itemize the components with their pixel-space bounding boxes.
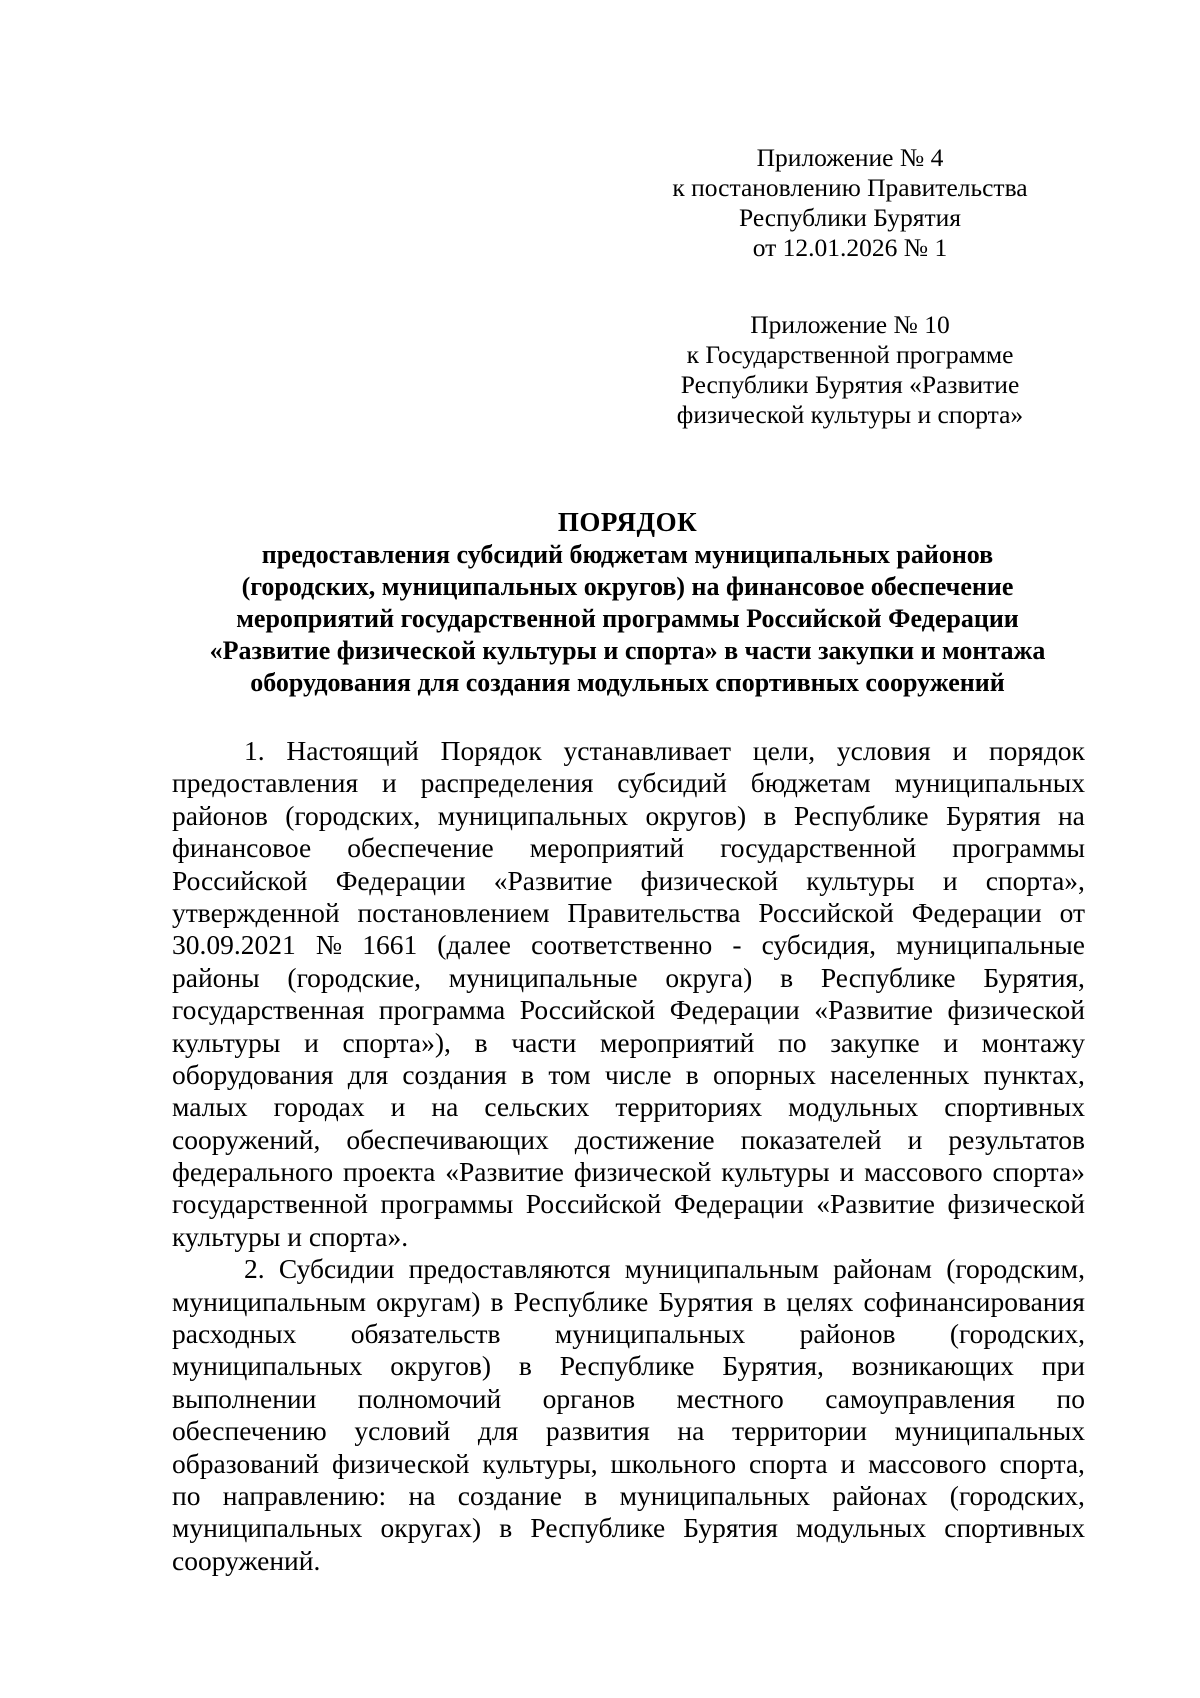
- annex-line: физической культуры и спорта»: [676, 400, 1024, 429]
- word: Бурятия: [683, 1512, 778, 1544]
- word: муниципальные: [896, 929, 1085, 961]
- word: проекта: [343, 1156, 436, 1188]
- word: (далее: [437, 929, 512, 961]
- word: самоуправления: [825, 1382, 1016, 1414]
- word: «Развитие: [493, 864, 613, 896]
- word: округов): [645, 799, 747, 831]
- word: государственная: [172, 994, 365, 1026]
- word: физической: [573, 1156, 712, 1188]
- word: городах: [273, 1091, 365, 1123]
- word: государственной: [172, 1188, 368, 1220]
- word: закупке: [830, 1026, 920, 1058]
- word: направлению:: [222, 1479, 387, 1511]
- word: (городские,: [287, 961, 421, 993]
- word: целях: [786, 1285, 854, 1317]
- paragraph-line: [172, 1059, 1085, 1091]
- word: на: [677, 1415, 705, 1447]
- word: (городских,: [949, 1318, 1085, 1350]
- word: Бурятия,: [983, 961, 1085, 993]
- word: физической: [947, 994, 1085, 1026]
- word: муниципальных: [619, 1479, 811, 1511]
- paragraph: [172, 1253, 1085, 1577]
- word: по: [1056, 1382, 1085, 1414]
- word: (городских,: [285, 799, 421, 831]
- word: федерального: [172, 1156, 334, 1188]
- word: 2.: [244, 1253, 265, 1285]
- word: показателей: [740, 1123, 882, 1155]
- paragraph-line: [172, 1480, 1085, 1512]
- word: для: [477, 1415, 519, 1447]
- word: софинансирования: [863, 1285, 1085, 1317]
- word: культуры,: [482, 1447, 598, 1479]
- word: цели,: [752, 735, 816, 766]
- word: субсидий: [617, 767, 727, 799]
- word: населенных: [830, 1058, 970, 1090]
- paragraph-line: [172, 767, 1085, 799]
- word: Республике: [820, 961, 956, 993]
- word: Настоящий: [286, 735, 419, 766]
- word: полномочий: [357, 1382, 502, 1414]
- word: условия: [836, 735, 931, 766]
- paragraph-line: [172, 865, 1085, 897]
- word: «Развитие: [445, 1156, 565, 1188]
- word: физической: [332, 1447, 470, 1479]
- word: программы: [952, 832, 1085, 864]
- word: «Развитие: [816, 1188, 935, 1220]
- word: малых: [172, 1091, 248, 1123]
- word: Бурятия: [658, 1285, 754, 1317]
- word: государственной: [720, 832, 917, 864]
- word: и: [382, 767, 397, 799]
- paragraph-line: [172, 1188, 1085, 1220]
- word: монтажу: [981, 1026, 1085, 1058]
- word: возникающих: [851, 1350, 1014, 1382]
- word: муниципальным: [624, 1253, 819, 1285]
- word: муниципальных: [894, 1415, 1085, 1447]
- annex-line: к постановлению Правительства: [672, 173, 1028, 202]
- document-subtitle-line: предоставления субсидий бюджетам муниципальных районов: [261, 540, 994, 569]
- word: в: [584, 1479, 598, 1511]
- word: Республике: [530, 1512, 666, 1544]
- word: культуры: [806, 864, 915, 896]
- word: спорта»: [992, 1156, 1085, 1188]
- annex-line: от 12.01.2026 № 1: [752, 233, 948, 262]
- word: пунктах,: [983, 1058, 1085, 1090]
- annex-line: Республики Бурятия «Развитие: [680, 370, 1020, 399]
- word: районах: [832, 1479, 928, 1511]
- annex-header-10: [640, 310, 1060, 430]
- word: муниципальные: [448, 961, 638, 993]
- annex-line: Приложение № 10: [750, 310, 950, 339]
- paragraph-line: сооружений.: [172, 1544, 321, 1576]
- word: 1661: [362, 929, 418, 961]
- word: и: [942, 864, 958, 896]
- word: 30.09.2021: [172, 929, 296, 961]
- word: утвержденной: [172, 896, 340, 928]
- word: Федерации: [911, 896, 1042, 928]
- word: и: [943, 1026, 959, 1058]
- word: территории: [731, 1415, 867, 1447]
- paragraph-line: [172, 1027, 1085, 1059]
- paragraph-line: [172, 962, 1085, 994]
- word: районов: [799, 1318, 896, 1350]
- word: программа: [378, 994, 506, 1026]
- word: постановлением: [357, 896, 550, 928]
- word: сооружений,: [172, 1123, 321, 1155]
- word: муниципальных: [554, 1318, 746, 1350]
- word: и: [907, 1123, 923, 1155]
- word: Республике: [513, 1285, 649, 1317]
- word: 1.: [244, 735, 265, 766]
- word: том: [548, 1058, 591, 1090]
- word: на: [408, 1479, 436, 1511]
- word: обеспечение: [347, 832, 494, 864]
- word: модульных: [788, 1091, 919, 1123]
- word: округа): [665, 961, 753, 993]
- word: спорта: [748, 1447, 828, 1479]
- word: условий: [354, 1415, 451, 1447]
- word: в: [780, 961, 794, 993]
- word: и: [952, 735, 968, 766]
- word: порядок: [988, 735, 1085, 766]
- paragraph-line: [172, 1091, 1085, 1123]
- paragraph-line: [172, 1383, 1085, 1415]
- word: муниципальных: [172, 1350, 363, 1382]
- annex-header-4: [640, 143, 1060, 263]
- paragraph-line: [172, 1286, 1085, 1318]
- word: массового: [864, 1156, 983, 1188]
- word: соответственно: [531, 929, 713, 961]
- word: органов: [542, 1382, 636, 1414]
- word: округам): [376, 1285, 481, 1317]
- word: спорта,: [999, 1447, 1085, 1479]
- paragraph-line: [172, 832, 1085, 864]
- word: Порядок: [440, 735, 542, 766]
- word: обязательств: [350, 1318, 501, 1350]
- word: программы: [380, 1188, 514, 1220]
- word: выполнении: [172, 1382, 317, 1414]
- word: (городских,: [949, 1479, 1085, 1511]
- word: финансовое: [172, 832, 312, 864]
- word: Российской: [525, 1188, 662, 1220]
- word: развития: [545, 1415, 650, 1447]
- word: физической: [640, 864, 779, 896]
- word: Российской: [758, 896, 894, 928]
- paragraph-line: [172, 1253, 1085, 1285]
- paragraph-line: культуры и спорта».: [172, 1220, 409, 1252]
- paragraph-line: [172, 994, 1085, 1026]
- word: культуры: [172, 1026, 281, 1058]
- word: в: [518, 1350, 532, 1382]
- word: предоставления: [172, 767, 359, 799]
- word: обеспечению: [172, 1415, 327, 1447]
- word: в: [490, 1285, 504, 1317]
- word: и: [840, 1447, 856, 1479]
- word: числе: [604, 1058, 672, 1090]
- word: распределения: [420, 767, 594, 799]
- word: территориях: [615, 1091, 763, 1123]
- document-body: [172, 735, 1085, 1577]
- word: спортивных: [944, 1512, 1085, 1544]
- word: оборудования: [172, 1058, 334, 1090]
- word: от: [1059, 896, 1085, 928]
- annex-line: Приложение № 4: [756, 143, 944, 172]
- word: спорта»),: [342, 1026, 451, 1058]
- word: и: [304, 1026, 319, 1058]
- word: предоставляются: [408, 1253, 611, 1285]
- word: при: [1041, 1350, 1085, 1382]
- word: -: [732, 929, 742, 961]
- word: №: [315, 929, 343, 961]
- word: в: [763, 1285, 777, 1317]
- word: бюджетам: [750, 767, 871, 799]
- document-subtitle-line: «Развитие физической культуры и спорта» в части закупки и монтажа: [209, 636, 1046, 665]
- word: по: [172, 1479, 201, 1511]
- word: обеспечивающих: [346, 1123, 549, 1155]
- word: муниципальных: [437, 799, 629, 831]
- word: в: [474, 1026, 488, 1058]
- paragraph-line: [172, 1512, 1085, 1544]
- paragraph: [172, 735, 1085, 1253]
- word: муниципальным: [172, 1285, 367, 1317]
- paragraph-line: [172, 1415, 1085, 1447]
- paragraph-line: [172, 735, 1085, 767]
- word: на: [431, 1091, 459, 1123]
- paragraph-line: [172, 800, 1085, 832]
- paragraph-line: [172, 1350, 1085, 1382]
- word: физической: [947, 1188, 1085, 1220]
- word: и: [390, 1091, 406, 1123]
- word: школьного: [610, 1447, 737, 1479]
- word: муниципальных: [172, 1512, 363, 1544]
- word: устанавливает: [563, 735, 732, 766]
- word: по: [778, 1026, 807, 1058]
- paragraph-line: [172, 1318, 1085, 1350]
- word: Российской: [172, 864, 308, 896]
- word: в: [521, 1058, 535, 1090]
- word: спорта»,: [985, 864, 1085, 896]
- word: муниципальных: [894, 767, 1085, 799]
- annex-line: к Государственной программе: [686, 340, 1014, 369]
- word: опорных: [712, 1058, 816, 1090]
- word: округах): [380, 1512, 482, 1544]
- word: районам: [833, 1253, 932, 1285]
- word: сельских: [484, 1091, 590, 1123]
- word: и: [839, 1156, 855, 1188]
- paragraph-line: [172, 929, 1085, 961]
- word: Республике: [793, 799, 929, 831]
- word: мероприятий: [600, 1026, 755, 1058]
- document-title: ПОРЯДОК: [557, 507, 698, 537]
- paragraph-line: [172, 1124, 1085, 1156]
- word: на: [1057, 799, 1085, 831]
- word: Правительства: [567, 896, 741, 928]
- document-subtitle-line: оборудования для создания модульных спортивных сооружений: [250, 668, 1005, 697]
- word: Бурятия,: [722, 1350, 824, 1382]
- word: мероприятий: [529, 832, 685, 864]
- word: округов): [390, 1350, 492, 1382]
- word: Бурятия: [945, 799, 1041, 831]
- word: культуры: [721, 1156, 830, 1188]
- word: для: [347, 1058, 389, 1090]
- document-subtitle-line: (городских, муниципальных округов) на финансовое обеспечение: [241, 572, 1014, 601]
- annex-line: Республики Бурятия: [738, 203, 962, 232]
- word: Федерации: [669, 994, 800, 1026]
- word: в: [499, 1512, 513, 1544]
- word: создания: [402, 1058, 507, 1090]
- word: местного: [676, 1382, 784, 1414]
- paragraph-line: [172, 1156, 1085, 1188]
- word: образований: [172, 1447, 320, 1479]
- word: модульных: [796, 1512, 927, 1544]
- word: Субсидии: [278, 1253, 395, 1285]
- word: расходных: [172, 1318, 297, 1350]
- word: в: [763, 799, 777, 831]
- word: (городским,: [946, 1253, 1085, 1285]
- word: части: [511, 1026, 577, 1058]
- document-heading: [170, 505, 1085, 699]
- document-subtitle-line: мероприятий государственной программы Российской Федерации: [236, 604, 1019, 633]
- paragraph-line: [172, 897, 1085, 929]
- word: Федерации: [673, 1188, 804, 1220]
- word: субсидия,: [761, 929, 877, 961]
- word: районы: [172, 961, 260, 993]
- word: Республике: [559, 1350, 695, 1382]
- word: «Развитие: [814, 994, 933, 1026]
- word: результатов: [948, 1123, 1085, 1155]
- word: Федерации: [335, 864, 466, 896]
- word: достижение: [574, 1123, 715, 1155]
- word: районов: [172, 799, 268, 831]
- word: в: [685, 1058, 699, 1090]
- word: массового: [868, 1447, 987, 1479]
- word: создание: [457, 1479, 562, 1511]
- paragraph-line: [172, 1448, 1085, 1480]
- word: спортивных: [944, 1091, 1085, 1123]
- word: Российской: [519, 994, 656, 1026]
